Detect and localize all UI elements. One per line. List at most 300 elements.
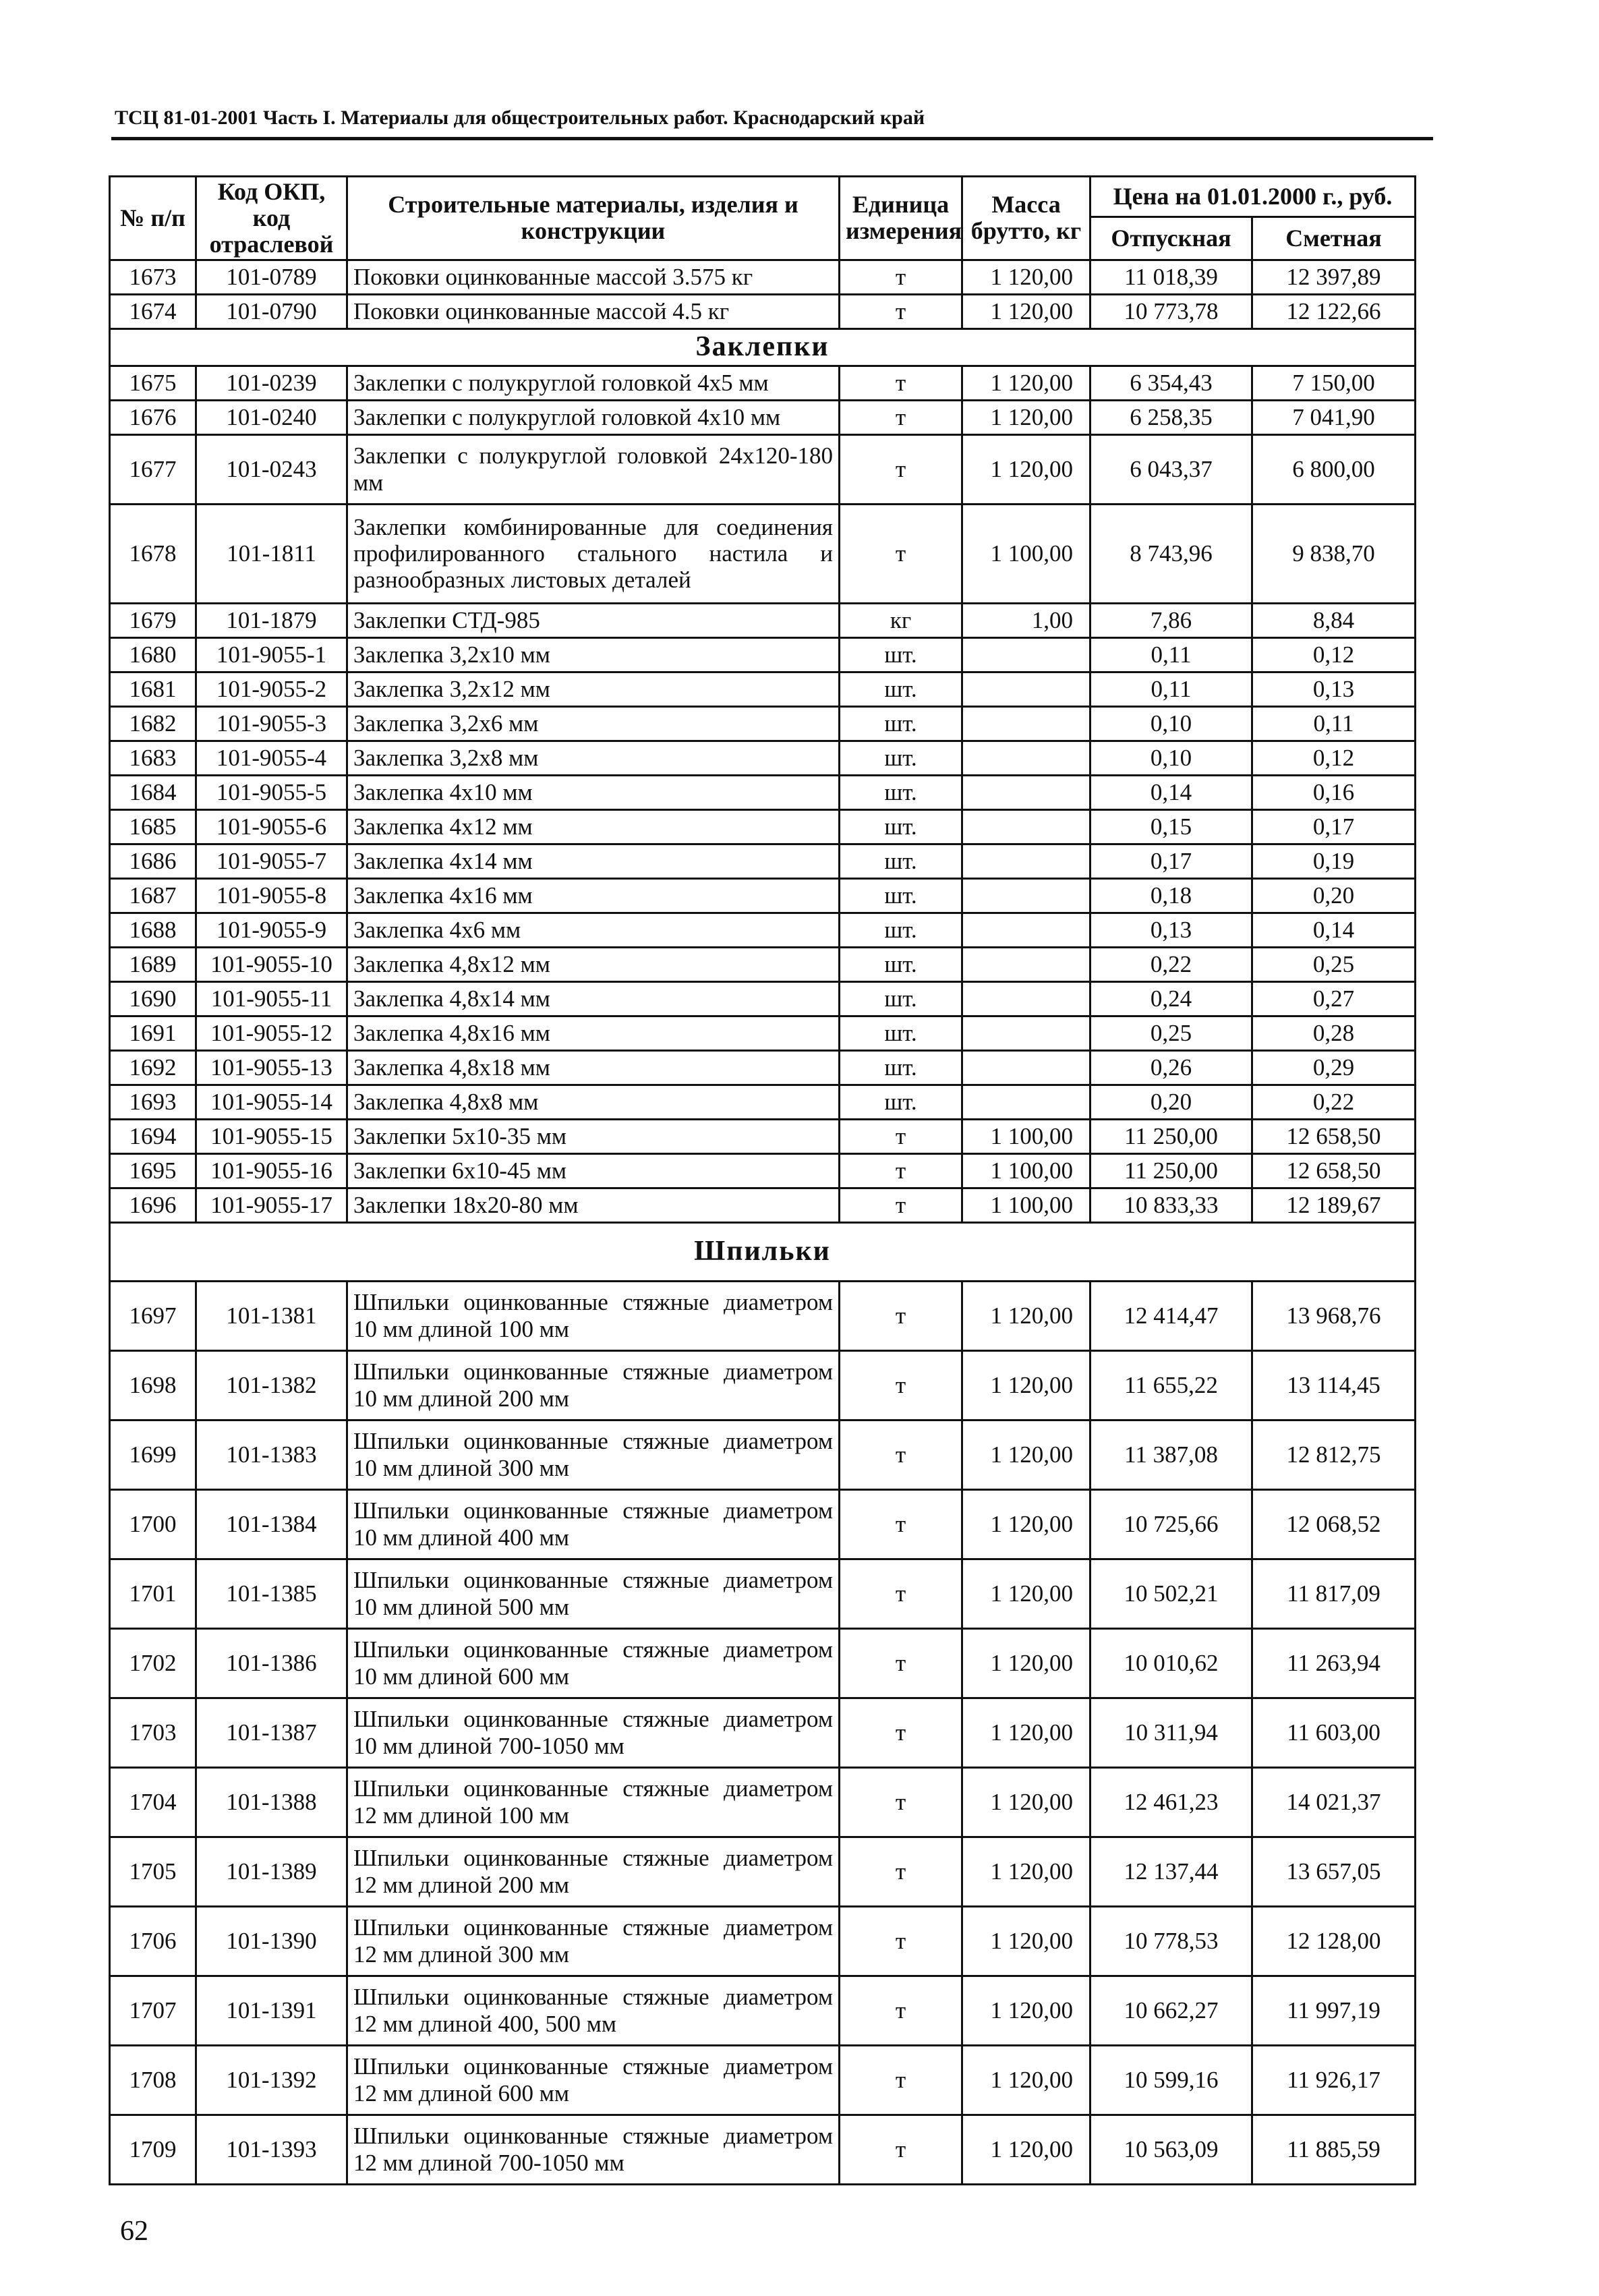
cell-code: 101-9055-2 xyxy=(196,672,347,706)
cell-name: Шпильки оцинкованные стяжные диаметром 10 мм длиной 500 мм xyxy=(347,1559,840,1628)
cell-price-estimate: 0,17 xyxy=(1252,809,1416,844)
cell-price-estimate: 11 926,17 xyxy=(1252,2045,1416,2115)
cell-price-release: 10 773,78 xyxy=(1091,294,1252,328)
cell-num: 1704 xyxy=(110,1767,196,1837)
cell-name: Заклепка 3,2х8 мм xyxy=(347,741,840,775)
cell-unit: шт. xyxy=(840,672,962,706)
table-row xyxy=(110,672,1416,706)
cell-unit: т xyxy=(840,1350,962,1420)
cell-price-release: 8 743,96 xyxy=(1091,504,1252,603)
cell-price-release: 10 662,27 xyxy=(1091,1976,1252,2045)
cell-mass xyxy=(962,672,1091,706)
cell-code: 101-9055-8 xyxy=(196,878,347,913)
cell-name: Заклепки с полукруглой головкой 4х5 мм xyxy=(347,366,840,400)
cell-code: 101-1384 xyxy=(196,1489,347,1559)
cell-unit: т xyxy=(840,1281,962,1350)
cell-num: 1690 xyxy=(110,981,196,1016)
cell-mass: 1 120,00 xyxy=(962,434,1091,504)
cell-num: 1679 xyxy=(110,603,196,637)
cell-code: 101-1383 xyxy=(196,1420,347,1489)
cell-code: 101-0239 xyxy=(196,366,347,400)
cell-price-release: 12 137,44 xyxy=(1091,1837,1252,1906)
cell-name: Поковки оцинкованные массой 3.575 кг xyxy=(347,260,840,294)
table-row xyxy=(110,294,1416,328)
cell-mass: 1 100,00 xyxy=(962,1188,1091,1222)
cell-price-estimate: 12 812,75 xyxy=(1252,1420,1416,1489)
cell-num: 1707 xyxy=(110,1976,196,2045)
table-header xyxy=(110,177,1416,260)
cell-price-estimate: 0,20 xyxy=(1252,878,1416,913)
cell-price-release: 0,14 xyxy=(1091,775,1252,809)
cell-mass: 1 120,00 xyxy=(962,400,1091,434)
cell-num: 1708 xyxy=(110,2045,196,2115)
table-body xyxy=(110,260,1416,2184)
cell-name: Заклепки СТД-985 xyxy=(347,603,840,637)
cell-name: Шпильки оцинкованные стяжные диаметром 12 мм длиной 200 мм xyxy=(347,1837,840,1906)
cell-code: 101-9055-9 xyxy=(196,913,347,947)
cell-price-release: 0,26 xyxy=(1091,1050,1252,1085)
table-row xyxy=(110,260,1416,294)
cell-mass: 1 100,00 xyxy=(962,1153,1091,1188)
col-header-unit: Единица измерения xyxy=(840,177,962,260)
cell-code: 101-9055-17 xyxy=(196,1188,347,1222)
cell-price-estimate: 11 603,00 xyxy=(1252,1698,1416,1767)
page-header: ТСЦ 81-01-2001 Часть I. Материалы для общестроительных работ. Краснодарский край xyxy=(115,107,925,129)
cell-name: Заклепки 6х10-45 мм xyxy=(347,1153,840,1188)
table-row xyxy=(110,741,1416,775)
cell-num: 1676 xyxy=(110,400,196,434)
cell-name: Заклепка 4х10 мм xyxy=(347,775,840,809)
cell-name: Шпильки оцинкованные стяжные диаметром 10 мм длиной 700-1050 мм xyxy=(347,1698,840,1767)
cell-mass: 1 100,00 xyxy=(962,504,1091,603)
cell-unit: шт. xyxy=(840,706,962,741)
cell-num: 1673 xyxy=(110,260,196,294)
cell-price-release: 11 018,39 xyxy=(1091,260,1252,294)
cell-code: 101-1392 xyxy=(196,2045,347,2115)
cell-price-release: 0,20 xyxy=(1091,1085,1252,1119)
cell-price-release: 11 655,22 xyxy=(1091,1350,1252,1420)
cell-code: 101-1390 xyxy=(196,1906,347,1976)
cell-price-release: 10 778,53 xyxy=(1091,1906,1252,1976)
cell-num: 1695 xyxy=(110,1153,196,1188)
cell-mass: 1 120,00 xyxy=(962,1906,1091,1976)
cell-num: 1681 xyxy=(110,672,196,706)
col-header-mass: Масса брутто, кг xyxy=(962,177,1091,260)
cell-mass xyxy=(962,947,1091,981)
cell-price-estimate: 12 122,66 xyxy=(1252,294,1416,328)
cell-price-release: 10 725,66 xyxy=(1091,1489,1252,1559)
cell-mass xyxy=(962,706,1091,741)
cell-code: 101-1386 xyxy=(196,1628,347,1698)
section-row xyxy=(110,328,1416,366)
cell-price-estimate: 13 968,76 xyxy=(1252,1281,1416,1350)
cell-unit: шт. xyxy=(840,1085,962,1119)
cell-price-estimate: 12 189,67 xyxy=(1252,1188,1416,1222)
cell-unit: шт. xyxy=(840,844,962,878)
cell-num: 1709 xyxy=(110,2115,196,2184)
cell-mass: 1 120,00 xyxy=(962,1837,1091,1906)
table-row xyxy=(110,809,1416,844)
table-row xyxy=(110,504,1416,603)
cell-price-estimate: 11 885,59 xyxy=(1252,2115,1416,2184)
cell-name: Заклепки с полукруглой головкой 24х120-180 мм xyxy=(347,434,840,504)
section-title: Шпильки xyxy=(110,1222,1416,1281)
cell-unit: шт. xyxy=(840,1050,962,1085)
cell-price-release: 10 010,62 xyxy=(1091,1628,1252,1698)
cell-unit: кг xyxy=(840,603,962,637)
cell-num: 1675 xyxy=(110,366,196,400)
cell-name: Заклепка 4х6 мм xyxy=(347,913,840,947)
cell-mass: 1 120,00 xyxy=(962,1976,1091,2045)
cell-name: Заклепка 4,8х12 мм xyxy=(347,947,840,981)
table-row xyxy=(110,1559,1416,1628)
col-header-num: № п/п xyxy=(110,177,196,260)
table-row xyxy=(110,1085,1416,1119)
cell-name: Заклепки 5х10-35 мм xyxy=(347,1119,840,1153)
cell-mass xyxy=(962,913,1091,947)
cell-price-release: 11 387,08 xyxy=(1091,1420,1252,1489)
col-header-price-release: Отпускная xyxy=(1091,217,1252,260)
cell-num: 1698 xyxy=(110,1350,196,1420)
cell-mass: 1 120,00 xyxy=(962,1628,1091,1698)
cell-code: 101-9055-3 xyxy=(196,706,347,741)
cell-mass xyxy=(962,1085,1091,1119)
cell-num: 1699 xyxy=(110,1420,196,1489)
cell-num: 1701 xyxy=(110,1559,196,1628)
cell-mass: 1 120,00 xyxy=(962,2045,1091,2115)
cell-code: 101-1381 xyxy=(196,1281,347,1350)
cell-code: 101-9055-7 xyxy=(196,844,347,878)
cell-code: 101-9055-16 xyxy=(196,1153,347,1188)
cell-unit: т xyxy=(840,2045,962,2115)
cell-name: Шпильки оцинкованные стяжные диаметром 12 мм длиной 600 мм xyxy=(347,2045,840,2115)
cell-name: Заклепка 4,8х18 мм xyxy=(347,1050,840,1085)
cell-price-estimate: 9 838,70 xyxy=(1252,504,1416,603)
cell-code: 101-9055-6 xyxy=(196,809,347,844)
cell-name: Шпильки оцинкованные стяжные диаметром 10 мм длиной 200 мм xyxy=(347,1350,840,1420)
cell-price-release: 10 599,16 xyxy=(1091,2045,1252,2115)
cell-price-release: 12 414,47 xyxy=(1091,1281,1252,1350)
cell-num: 1700 xyxy=(110,1489,196,1559)
cell-price-release: 0,10 xyxy=(1091,706,1252,741)
cell-mass: 1 120,00 xyxy=(962,294,1091,328)
table-row xyxy=(110,1119,1416,1153)
table-row xyxy=(110,1281,1416,1350)
cell-price-estimate: 7 150,00 xyxy=(1252,366,1416,400)
cell-unit: т xyxy=(840,366,962,400)
table-row xyxy=(110,400,1416,434)
cell-price-estimate: 0,13 xyxy=(1252,672,1416,706)
cell-mass xyxy=(962,775,1091,809)
cell-unit: т xyxy=(840,1188,962,1222)
cell-name: Заклепки комбинированные для соединения профилированного стального настила и разнообразных листовых деталей xyxy=(347,504,840,603)
cell-name: Шпильки оцинкованные стяжные диаметром 12 мм длиной 700-1050 мм xyxy=(347,2115,840,2184)
table-row xyxy=(110,1698,1416,1767)
table-row xyxy=(110,1906,1416,1976)
cell-name: Поковки оцинкованные массой 4.5 кг xyxy=(347,294,840,328)
cell-unit: т xyxy=(840,1767,962,1837)
cell-name: Заклепка 3,2х10 мм xyxy=(347,637,840,672)
cell-num: 1686 xyxy=(110,844,196,878)
table-row xyxy=(110,981,1416,1016)
cell-name: Шпильки оцинкованные стяжные диаметром 10 мм длиной 100 мм xyxy=(347,1281,840,1350)
col-header-code: Код ОКП, код отраслевой xyxy=(196,177,347,260)
cell-unit: шт. xyxy=(840,878,962,913)
col-header-name: Строительные материалы, изделия и конструкции xyxy=(347,177,840,260)
cell-unit: т xyxy=(840,1489,962,1559)
cell-mass: 1 120,00 xyxy=(962,1420,1091,1489)
table-row xyxy=(110,706,1416,741)
cell-code: 101-9055-5 xyxy=(196,775,347,809)
cell-price-estimate: 0,29 xyxy=(1252,1050,1416,1085)
cell-code: 101-1879 xyxy=(196,603,347,637)
cell-price-release: 7,86 xyxy=(1091,603,1252,637)
cell-num: 1680 xyxy=(110,637,196,672)
cell-num: 1688 xyxy=(110,913,196,947)
table-row xyxy=(110,2115,1416,2184)
cell-price-estimate: 0,16 xyxy=(1252,775,1416,809)
price-table-container xyxy=(109,175,1414,2185)
cell-mass xyxy=(962,1050,1091,1085)
cell-unit: т xyxy=(840,1698,962,1767)
cell-mass xyxy=(962,1016,1091,1050)
table-row xyxy=(110,1016,1416,1050)
cell-price-release: 11 250,00 xyxy=(1091,1153,1252,1188)
cell-unit: т xyxy=(840,1153,962,1188)
cell-num: 1678 xyxy=(110,504,196,603)
cell-price-estimate: 12 128,00 xyxy=(1252,1906,1416,1976)
cell-code: 101-1388 xyxy=(196,1767,347,1837)
cell-unit: т xyxy=(840,434,962,504)
cell-num: 1689 xyxy=(110,947,196,981)
cell-num: 1703 xyxy=(110,1698,196,1767)
cell-price-release: 0,11 xyxy=(1091,637,1252,672)
cell-unit: шт. xyxy=(840,981,962,1016)
cell-price-estimate: 14 021,37 xyxy=(1252,1767,1416,1837)
header-rule xyxy=(111,137,1433,140)
cell-price-release: 0,18 xyxy=(1091,878,1252,913)
table-row xyxy=(110,1489,1416,1559)
cell-code: 101-9055-14 xyxy=(196,1085,347,1119)
cell-name: Заклепка 4х12 мм xyxy=(347,809,840,844)
cell-price-estimate: 0,12 xyxy=(1252,741,1416,775)
cell-unit: шт. xyxy=(840,1016,962,1050)
cell-unit: т xyxy=(840,1628,962,1698)
cell-unit: т xyxy=(840,2115,962,2184)
cell-price-estimate: 12 068,52 xyxy=(1252,1489,1416,1559)
section-title: Заклепки xyxy=(110,328,1416,366)
table-row xyxy=(110,603,1416,637)
cell-num: 1677 xyxy=(110,434,196,504)
cell-unit: шт. xyxy=(840,775,962,809)
cell-code: 101-1387 xyxy=(196,1698,347,1767)
table-row xyxy=(110,1420,1416,1489)
cell-price-release: 6 258,35 xyxy=(1091,400,1252,434)
cell-unit: шт. xyxy=(840,947,962,981)
table-row xyxy=(110,1050,1416,1085)
section-row xyxy=(110,1222,1416,1281)
cell-price-estimate: 13 114,45 xyxy=(1252,1350,1416,1420)
cell-name: Шпильки оцинкованные стяжные диаметром 10 мм длиной 600 мм xyxy=(347,1628,840,1698)
table-row xyxy=(110,1976,1416,2045)
table-row xyxy=(110,1350,1416,1420)
cell-unit: т xyxy=(840,1976,962,2045)
cell-unit: т xyxy=(840,294,962,328)
cell-price-estimate: 0,19 xyxy=(1252,844,1416,878)
cell-price-estimate: 11 997,19 xyxy=(1252,1976,1416,2045)
cell-unit: т xyxy=(840,504,962,603)
cell-price-release: 0,22 xyxy=(1091,947,1252,981)
table-row xyxy=(110,637,1416,672)
cell-mass: 1,00 xyxy=(962,603,1091,637)
cell-price-estimate: 11 263,94 xyxy=(1252,1628,1416,1698)
cell-mass: 1 120,00 xyxy=(962,1489,1091,1559)
cell-price-estimate: 0,22 xyxy=(1252,1085,1416,1119)
cell-num: 1687 xyxy=(110,878,196,913)
table-row xyxy=(110,844,1416,878)
page-number: 62 xyxy=(120,2216,148,2247)
cell-name: Заклепки с полукруглой головкой 4х10 мм xyxy=(347,400,840,434)
cell-num: 1694 xyxy=(110,1119,196,1153)
col-header-price-estimate: Сметная xyxy=(1252,217,1416,260)
cell-price-estimate: 12 658,50 xyxy=(1252,1153,1416,1188)
cell-price-estimate: 12 397,89 xyxy=(1252,260,1416,294)
cell-code: 101-0789 xyxy=(196,260,347,294)
cell-mass xyxy=(962,741,1091,775)
cell-code: 101-9055-11 xyxy=(196,981,347,1016)
table-row xyxy=(110,1188,1416,1222)
table-row xyxy=(110,366,1416,400)
cell-code: 101-1382 xyxy=(196,1350,347,1420)
cell-price-release: 6 354,43 xyxy=(1091,366,1252,400)
cell-code: 101-1393 xyxy=(196,2115,347,2184)
cell-price-estimate: 0,11 xyxy=(1252,706,1416,741)
table-row xyxy=(110,1767,1416,1837)
cell-num: 1693 xyxy=(110,1085,196,1119)
cell-mass: 1 120,00 xyxy=(962,2115,1091,2184)
cell-price-release: 6 043,37 xyxy=(1091,434,1252,504)
cell-price-release: 10 833,33 xyxy=(1091,1188,1252,1222)
cell-unit: т xyxy=(840,1119,962,1153)
table-row xyxy=(110,1628,1416,1698)
cell-name: Заклепка 4,8х8 мм xyxy=(347,1085,840,1119)
cell-price-release: 10 563,09 xyxy=(1091,2115,1252,2184)
table-row xyxy=(110,913,1416,947)
cell-num: 1705 xyxy=(110,1837,196,1906)
cell-price-estimate: 12 658,50 xyxy=(1252,1119,1416,1153)
cell-mass: 1 120,00 xyxy=(962,1698,1091,1767)
cell-price-release: 0,17 xyxy=(1091,844,1252,878)
cell-mass: 1 120,00 xyxy=(962,1559,1091,1628)
cell-num: 1691 xyxy=(110,1016,196,1050)
cell-num: 1682 xyxy=(110,706,196,741)
cell-price-release: 0,24 xyxy=(1091,981,1252,1016)
cell-name: Заклепки 18х20-80 мм xyxy=(347,1188,840,1222)
cell-mass xyxy=(962,809,1091,844)
cell-code: 101-0243 xyxy=(196,434,347,504)
cell-price-estimate: 0,25 xyxy=(1252,947,1416,981)
cell-code: 101-1391 xyxy=(196,1976,347,2045)
cell-price-release: 12 461,23 xyxy=(1091,1767,1252,1837)
cell-name: Заклепка 3,2х6 мм xyxy=(347,706,840,741)
cell-code: 101-1811 xyxy=(196,504,347,603)
cell-num: 1697 xyxy=(110,1281,196,1350)
cell-code: 101-1389 xyxy=(196,1837,347,1906)
cell-name: Шпильки оцинкованные стяжные диаметром 10 мм длиной 400 мм xyxy=(347,1489,840,1559)
table-row xyxy=(110,2045,1416,2115)
cell-price-release: 11 250,00 xyxy=(1091,1119,1252,1153)
cell-unit: т xyxy=(840,1837,962,1906)
table-row xyxy=(110,434,1416,504)
table-row xyxy=(110,775,1416,809)
cell-unit: т xyxy=(840,260,962,294)
cell-name: Шпильки оцинкованные стяжные диаметром 12 мм длиной 400, 500 мм xyxy=(347,1976,840,2045)
cell-price-release: 10 502,21 xyxy=(1091,1559,1252,1628)
cell-unit: шт. xyxy=(840,637,962,672)
cell-mass: 1 120,00 xyxy=(962,1350,1091,1420)
cell-price-estimate: 11 817,09 xyxy=(1252,1559,1416,1628)
cell-name: Шпильки оцинкованные стяжные диаметром 12 мм длиной 300 мм xyxy=(347,1906,840,1976)
cell-num: 1702 xyxy=(110,1628,196,1698)
cell-unit: шт. xyxy=(840,741,962,775)
cell-code: 101-1385 xyxy=(196,1559,347,1628)
table-row xyxy=(110,878,1416,913)
cell-unit: т xyxy=(840,400,962,434)
cell-price-release: 0,11 xyxy=(1091,672,1252,706)
cell-mass: 1 100,00 xyxy=(962,1119,1091,1153)
cell-unit: шт. xyxy=(840,913,962,947)
cell-name: Шпильки оцинкованные стяжные диаметром 12 мм длиной 100 мм xyxy=(347,1767,840,1837)
price-table xyxy=(109,175,1416,2185)
cell-code: 101-9055-12 xyxy=(196,1016,347,1050)
cell-code: 101-9055-10 xyxy=(196,947,347,981)
cell-unit: т xyxy=(840,1906,962,1976)
table-row xyxy=(110,1837,1416,1906)
cell-num: 1685 xyxy=(110,809,196,844)
cell-price-release: 0,25 xyxy=(1091,1016,1252,1050)
cell-price-estimate: 0,28 xyxy=(1252,1016,1416,1050)
cell-num: 1706 xyxy=(110,1906,196,1976)
cell-name: Заклепка 3,2х12 мм xyxy=(347,672,840,706)
col-header-price-group: Цена на 01.01.2000 г., руб. xyxy=(1091,177,1416,217)
cell-num: 1684 xyxy=(110,775,196,809)
cell-price-estimate: 13 657,05 xyxy=(1252,1837,1416,1906)
cell-name: Заклепка 4х14 мм xyxy=(347,844,840,878)
cell-num: 1683 xyxy=(110,741,196,775)
cell-price-estimate: 6 800,00 xyxy=(1252,434,1416,504)
cell-code: 101-9055-1 xyxy=(196,637,347,672)
cell-price-release: 10 311,94 xyxy=(1091,1698,1252,1767)
cell-mass: 1 120,00 xyxy=(962,1767,1091,1837)
cell-price-release: 0,15 xyxy=(1091,809,1252,844)
cell-num: 1674 xyxy=(110,294,196,328)
table-row xyxy=(110,947,1416,981)
cell-num: 1696 xyxy=(110,1188,196,1222)
cell-mass xyxy=(962,637,1091,672)
cell-name: Заклепка 4,8х16 мм xyxy=(347,1016,840,1050)
cell-num: 1692 xyxy=(110,1050,196,1085)
cell-price-estimate: 7 041,90 xyxy=(1252,400,1416,434)
cell-price-estimate: 0,27 xyxy=(1252,981,1416,1016)
cell-name: Заклепка 4,8х14 мм xyxy=(347,981,840,1016)
cell-unit: т xyxy=(840,1420,962,1489)
cell-price-estimate: 0,14 xyxy=(1252,913,1416,947)
table-row xyxy=(110,1153,1416,1188)
cell-name: Шпильки оцинкованные стяжные диаметром 10 мм длиной 300 мм xyxy=(347,1420,840,1489)
cell-mass xyxy=(962,981,1091,1016)
cell-unit: т xyxy=(840,1559,962,1628)
cell-price-estimate: 8,84 xyxy=(1252,603,1416,637)
